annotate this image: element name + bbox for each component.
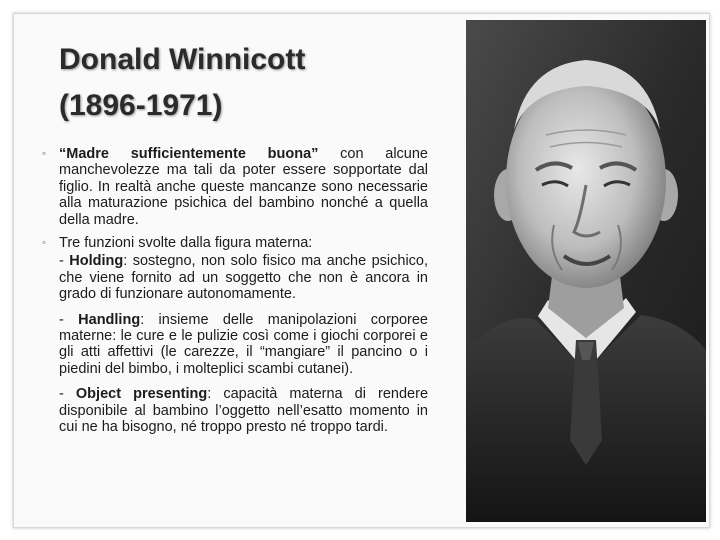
function-term: Object presenting xyxy=(75,386,208,403)
title-years: (1896-1971) xyxy=(59,89,223,122)
function-text: : insieme delle manipolazioni corporee materne: le cure e le pulizie così come i giochi corporei e gli atti affettivi (le carezze, il “mangiare” il pancino o i piedini del bimbo, i molteplici scambi cutanei). xyxy=(59,311,428,377)
bullet-term: “Madre sufficientemente buona” xyxy=(59,146,319,162)
function-object-presenting xyxy=(42,386,428,435)
function-text: : sostegno, non solo fisico ma anche psichico, che viene fornito ad un soggetto che non è ancora in grado di funzionare autonomamente. xyxy=(59,253,429,303)
function-handling xyxy=(42,312,428,378)
bullet-marker-icon: ◦ xyxy=(42,237,46,250)
function-holding xyxy=(42,253,428,302)
bullet-three-functions xyxy=(42,235,428,251)
function-prefix: - xyxy=(59,311,79,328)
function-text: : capacità materna di rendere disponibile al bambino l’oggetto nell’esatto momento in cui ne ha bisogno, né troppo presto né troppo tardi. xyxy=(59,386,429,436)
bullet-marker-icon: ◦ xyxy=(42,148,46,160)
function-term: Holding xyxy=(69,253,124,270)
portrait-photo xyxy=(466,20,706,522)
slide-content xyxy=(42,146,428,436)
bullet-good-enough-mother xyxy=(42,146,428,228)
function-prefix: - xyxy=(59,253,70,270)
slide-title xyxy=(59,37,419,129)
bullet-text: con alcune manchevolezze ma tali da poter essere sopportate dal figlio. In realtà anche queste mancanze sono necessarie alla maturazione psichica del bambino nonché a quella della madre. xyxy=(59,146,428,228)
function-prefix: - xyxy=(59,386,76,403)
title-name: Donald Winnicott xyxy=(59,43,306,76)
bullet-text: Tre funzioni svolte dalla figura materna: xyxy=(59,235,313,252)
function-term: Handling xyxy=(78,311,141,328)
